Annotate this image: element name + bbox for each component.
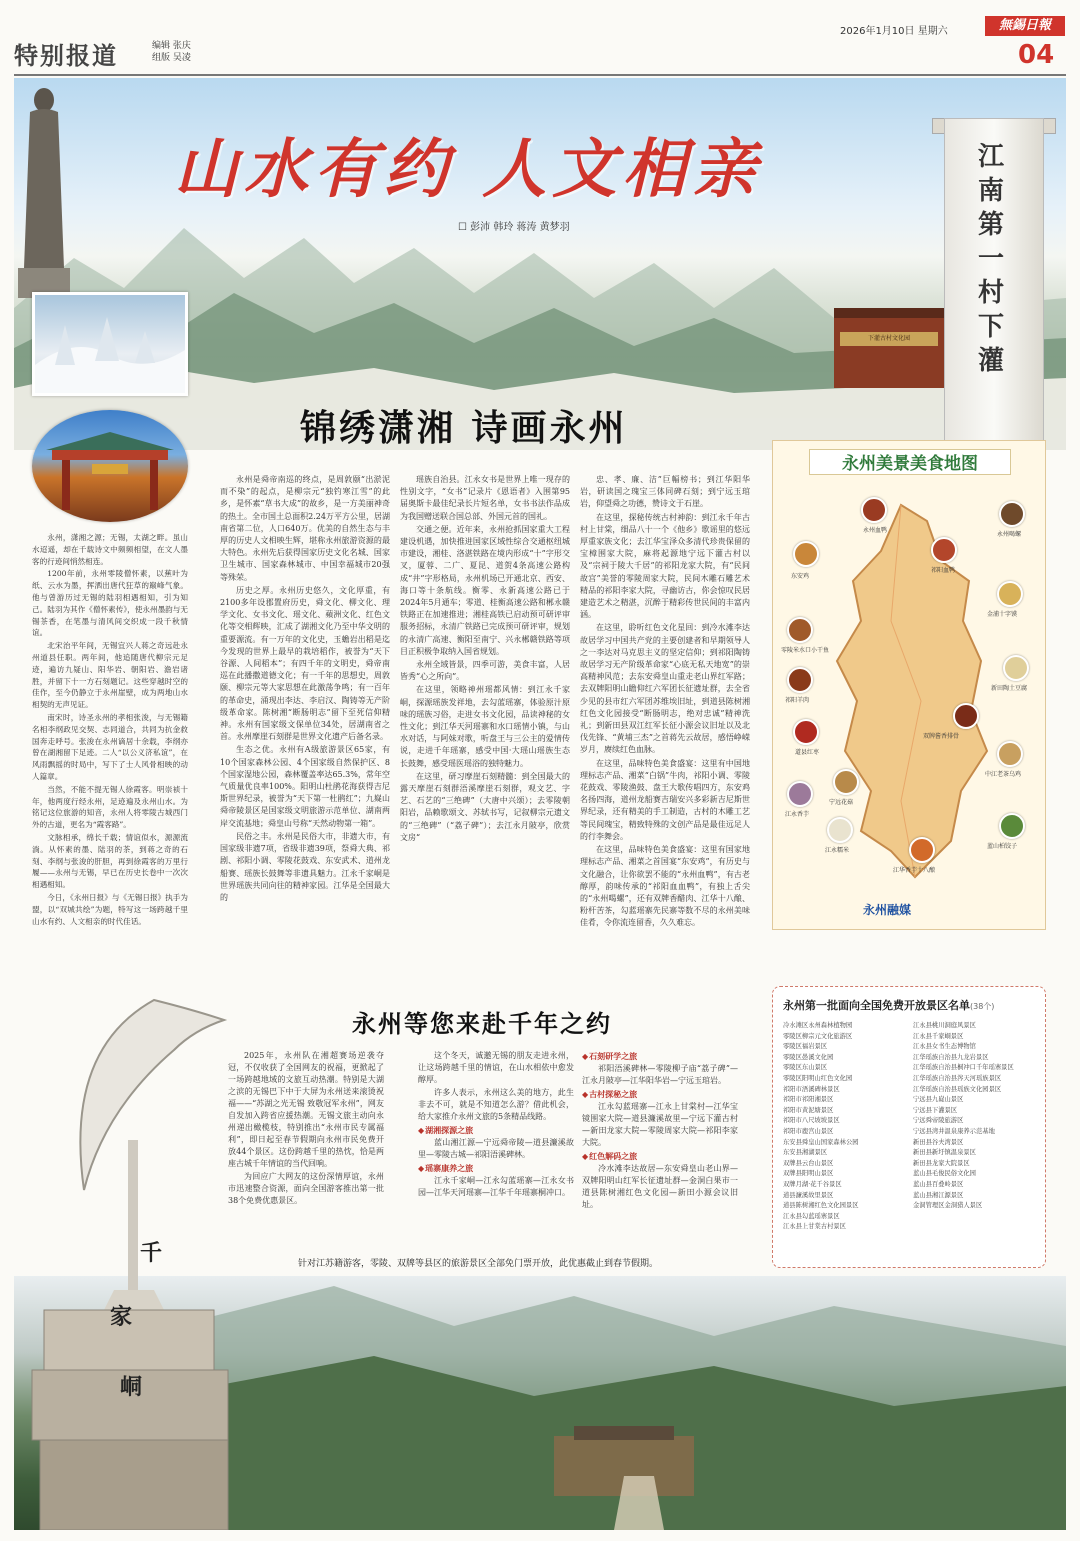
food-photo (931, 537, 957, 563)
scenic-spot-item: 零陵区愚溪文化园 (783, 1053, 834, 1061)
scenic-spot-item: 双牌县阳明山景区 (783, 1170, 834, 1178)
route-text: 江永千家峒—江永勾蓝瑶寨—江永女书园—江华天河瑶寨—江华千年瑶寨桐冲口。 (418, 1176, 574, 1197)
scenic-spot-item: 冷水滩区永州森林植物园 (783, 1022, 853, 1029)
food-photo (787, 781, 813, 807)
scenic-spot-item: 东安县舜皇山国家森林公园 (783, 1138, 859, 1146)
food-photo (999, 501, 1025, 527)
route-text: 江永勾蓝瑶寨—江永上甘棠村—江华宝镜围家大院—道县濂溪故里—宁远下灌古村—新田龙家大院—零陵周家大院—祁阳李家大院。 (582, 1102, 738, 1147)
food-label: 江永香芋 (785, 811, 810, 818)
scenic-spot-item: 江永县女书生态博物馆 (913, 1043, 976, 1051)
food-photo (793, 719, 819, 745)
scenic-spot-item: 江永县千家峒景区 (913, 1032, 964, 1040)
food-label: 道县红枣 (795, 749, 820, 756)
food-label: 蓝山柏饺子 (987, 843, 1018, 850)
ancient-village-building (834, 308, 944, 388)
route-title: ◆ 石刻研学之旅 (582, 1050, 738, 1062)
food-photo (787, 617, 813, 643)
section-title: 特别报道 (14, 42, 118, 70)
food-label: 新田陶土豆腐 (991, 685, 1028, 692)
scenic-spot-item: 新田县龙家大院景区 (913, 1159, 970, 1167)
food-photo (999, 813, 1025, 839)
stone-inscription-char: 千 (140, 1240, 163, 1266)
scenic-spot-item: 祁阳市鹿宫山景区 (783, 1127, 834, 1135)
article-paragraph: 在这里，领略神州瑶都风情：到江永千家峒，探源瑶族发祥地，去勾蓝瑶寨，体验原汁原味的瑶族习俗，走进女书文化园，品读神秘的女性文化；到江华天河瑶寨和水口瑶情小镇，与山水对话，与阿妹对歌，听盘王与三公主的爱情传说，走进千年瑶寨，感受中国·大瑶山瑶族生态长鼓舞，感受瑶医瑶浴的独特魅力。 (400, 685, 570, 768)
article-paragraph: 永州是舜帝南巡的终点，是周敦颐“出淤泥而不染”的起点，是柳宗元“独钓寒江雪”的此乡，是怀素“草书大成”的故乡，是一方美丽神奇的热土。全市国土总面积2.24万平方公里，居湖南省第二位，人口640万。优美的自然生态与丰厚的历史人文相映生辉，堪称永州旅游资源的最大特色。永州先后获得国家历史文化名城、国家卫生城市、国家森林城市、中国幸福城市20强等殊荣。 (220, 475, 390, 582)
scenic-spot-item: 江华瑶族自治县涔天河瑶族景区 (913, 1074, 1002, 1082)
route-text: 蓝山湘江源—宁远舜帝陵—道县濂溪故里—零陵古城—祁阳浯溪碑林。 (418, 1138, 574, 1159)
food-label: 东安鸡 (791, 573, 810, 580)
stone-crescent-sculpture (24, 990, 244, 1530)
story2-paragraph: 许多人表示，永州这么美的地方，此生非去不可，就是不知道怎么游？借此机会，给大家推介永州文旅的5条精品线路。 (418, 1088, 574, 1121)
story2-paragraph: 为回应广大网友的这份深情厚谊，永州市迅速整合资源，面向全国游客推出第一批38个免费优惠景区。 (228, 1172, 384, 1205)
scenic-spot-item: 江华瑶族自治县瑶族文化园景区 (913, 1085, 1002, 1093)
food-photo (1003, 655, 1029, 681)
scenic-spot-item: 江永县勾蓝瑶寨景区 (783, 1212, 840, 1220)
food-photo (861, 497, 887, 523)
food-label: 中江老茶乌鸡 (985, 771, 1022, 778)
route-title: ◆ 古村探秘之旅 (582, 1088, 738, 1100)
food-label: 永州血鸭 (863, 527, 888, 534)
page-number: 04 (1018, 40, 1055, 70)
food-label: 双牌酱香排骨 (923, 733, 960, 740)
route-title: ◆ 瑶寨康养之旅 (418, 1162, 574, 1174)
article-paragraph: 在这里，研习摩崖石刻精髓：到全国最大的露天摩崖石刻群浯溪摩崖石刻群，观文艺、字艺、石艺的“三绝碑”（大唐中兴颂）；去零陵朝阳岩，品赖歌颂文、苏轼书写，记叙柳宗元遗文的“三绝碑”（“荔子碑”）；去江永月陂亭，欣赏文房“ (400, 771, 570, 842)
scenic-spot-item: 江永县桃川洞庭风景区 (913, 1022, 976, 1029)
route-title: ◆ 红色解码之旅 (582, 1150, 738, 1162)
scenic-spot-item: 零陵区柳宗元文化旅游区 (783, 1032, 853, 1040)
scenic-spot-item: 零陵区东山景区 (783, 1064, 828, 1072)
paifang-gate-photo (32, 410, 188, 522)
scenic-spot-item: 祁阳市浯溪碑林景区 (783, 1085, 840, 1093)
intro-paragraph: 永州，潇湘之源；无锡，太湖之畔。虽山水迢遥，却在千载诗文中频频相望，在文人墨客的行迹间悄然相连。 (32, 533, 188, 566)
scenic-spot-item: 道县濂溪故里景区 (783, 1191, 834, 1199)
snow-trees (35, 295, 185, 393)
discount-footnote: 针对江苏籍游客，零陵、双牌等县区的旅游景区全部免门票开放，此优惠截止到春节假期。 (298, 1259, 659, 1269)
scenic-list-right (913, 1021, 1037, 1212)
article-paragraph: 历史之厚。永州历史悠久，文化厚重，有2100多年设郡置府历史，舜文化、柳文化、理学文化、女书文化、瑶文化、蘋洲文化、红色文化等交相辉映，汇成了湖湘文化乃至中华文明的重要源流。有一万年的文化史，玉蟾岩出稻是迄今发现的世界上最早的栽培稻作，被誉为“天下谷源、人间稻本”；有四千年的文明史，舜帝南巡在此播撒道德文化；有一千年的思想史，周敦颐、柳宗元等大家思想在此激荡争鸣；有一百年的革命史，涌现出李达、李启汉、陶铸等无产阶级革命家。陈树湘“断肠明志”留下至死信仰精神。永州有国家级文保单位34处，居湖南省之首。永州摩崖石刻群是世界文化遗产后备名录。 (220, 585, 390, 742)
article-column-3 (580, 474, 750, 962)
layout-line: 组版 吴凌 (152, 53, 191, 63)
scenic-list-heading: 永州第一批面向全国免费开放景区名单 (783, 999, 970, 1012)
intro-column (32, 532, 188, 972)
article-paragraph: 在这里，品味特色美食盛宴：这里有中国地理标志产品、湘菜“白锅”牛肉，祁阳小调、零陵花鼓戏、零陵渔鼓、盘王大歌传唱四方，东安鸡名扬四海，道州龙船赛吉瑞安兴多彩新吉尼斯世界纪录，还有精美的手工制造，古村的木雕工艺等民间瑰宝，精致特殊的文创产品是最佳远足人的行李舞会。 (580, 758, 750, 841)
route-text: 冷水滩李达故居—东安舜皇山老山界—双牌阳明山红军长征遗址群—金洞白果市一道县陈树湘红色文化园—新田小源会议旧址。 (582, 1164, 738, 1209)
issue-date: 2026年1月10日 星期六 (840, 26, 948, 37)
yongzhou-map-outline (831, 501, 991, 881)
article-paragraph: 在这里，探秘传统古村神韵：到江永千年古村上甘棠，细品八十一个《他乡》歌谣里的悠远厚重家族文化；去江华宝泽众多清代珍贵保留的宝樟围家大院，麻将起源地宁远下灌古村以及“宗祠于陵大千居”的祁阳龙家大院，有“民间故宫”美誉的零陵周家大院，民间木雕石雕艺术精品的祁阳李家大院，寻幽访古，你会惊叹民居建造艺术之精湛，沉醉于精彩传世民间的丰富内涵。 (580, 512, 750, 620)
intro-paragraph: 今日，《永州日报》与《无锡日报》执手为盟，以“双城共绘”为题，特写这一场跨越千里山水有约、人文相亲的时代佳话。 (32, 892, 188, 926)
intro-paragraph: 文脉相承，绵长千载；情谊似水，源源流淌。从怀素的墨、陆羽的茶，到蒋之奇的石刻、李纲与张浚的肝胆，再到徐霞客的万里行履——永州与无锡，早已在历史长卷中一次次相遇相知。 (32, 832, 188, 890)
article-paragraph: 民俗之丰。永州是民俗大市，非遗大市，有国家级非遗7项，省级非遗39项，祭舜大典、祁剧、祁阳小调、零陵花鼓戏、东安武术、道州龙船赛、瑶族长鼓舞等非遗具魅力。江永千家峒是世界瑶族共同向往的精神家园。江华是全国最大的 (220, 831, 390, 902)
food-photo (909, 837, 935, 863)
editor-line: 编辑 张庆 (152, 41, 191, 51)
scenic-spot-item: 双牌月湖·花千谷景区 (783, 1180, 842, 1188)
food-photo (997, 741, 1023, 767)
food-label: 零陵米水口小干鱼 (781, 647, 830, 654)
food-label: 金浦十字馍 (987, 611, 1018, 618)
intro-paragraph: 当然，不能不提无锡人徐霞客。明崇祯十年，他两度行经永州，足迹遍及永州山水。为铭记这位旅游的知音，永州人将零陵古城西门外的古道，更名为“霞客路”。 (32, 784, 188, 830)
story2-paragraph: 这个冬天，诚邀无锡的朋友走进永州，让这场跨越千里的情谊，在山水相依中愈发醇厚。 (418, 1051, 574, 1084)
hero-title: 山水有约 人文相亲 (174, 132, 763, 207)
scenic-spot-item: 江华瑶族自治县九龙岩景区 (913, 1053, 989, 1061)
food-label: 永州喝螺 (997, 531, 1022, 538)
food-photo (787, 667, 813, 693)
article-paragraph: 生态之优。永州有A级旅游景区65家，有10个国家森林公园、4个国家级自然保护区、8个国家湿地公园，森林覆盖率达65.3%，常年空气质量优良率100%。阳明山杜鹃花海获得吉尼斯世界纪录，被誉为“天下第一杜鹃红”；九嶷山舜帝陵景区是国家级文明旅游示范单位、湖南两岸交流基地；舜皇山号称“天然动物第一箱”。 (220, 745, 390, 828)
scenic-list-left (783, 1021, 907, 1233)
article-paragraph: 忠、孝、廉、洁”巨幅榜书；到江华阳华岩，研读国之瑰宝三体同碑石刻；到宁远玉琯岩，仰望舜之功德，赞诗文于石崖。 (580, 475, 750, 509)
article-paragraph: 在这里，品味特色美食盛宴：这里有国家地理标志产品、湘菜之首国宴“东安鸡”，有历史与文化融合，让你欲罢不能的“永州血鸭”，有古老醇厚，韵味传承的“祁阳血血鸭”，有独上舌尖的“永州喝螺”，还有双牌香醋肉、江华十八酿、粉杆苦茶，勾蓝瑶寨先民寨等数不尽的永州美味佳肴，令你流连留香，久久难忘。 (580, 845, 750, 928)
stone-inscription-char: 峒 (120, 1374, 143, 1400)
main-headline: 锦绣潇湘 诗画永州 (300, 407, 628, 449)
scenic-spot-item: 新田县谷夫湾景区 (913, 1138, 964, 1146)
map-title: 永州美景美食地图 (842, 454, 978, 474)
food-photo (827, 817, 853, 843)
food-photo (833, 769, 859, 795)
scenic-spot-item: 蓝山县湘江源景区 (913, 1191, 964, 1199)
food-label: 祁阳血鸭 (931, 567, 956, 574)
food-photo (953, 703, 979, 729)
author-byline: ☐ 彭沛 韩玲 蒋涛 黄梦羽 (458, 222, 570, 233)
media-brand-logo: 永州融媒 (863, 903, 912, 917)
stone-inscription-char: 家 (110, 1304, 133, 1330)
scenic-list-title (783, 997, 994, 1013)
newspaper-logo: 無錫日報 (985, 16, 1065, 36)
scenic-spot-item: 双牌县云台山景区 (783, 1159, 834, 1167)
article-paragraph: 交通之便。近年来，永州抢抓国家重大工程建设机遇，加快推进国家区域性综合交通枢纽城市建设，湘桂、洛湛铁路在境内形成“十”字形交叉，厦蓉、二广、夏昆、道贺4条高速公路构成“井”字形格局，永州机场已开通北京、西安、海口等十条航线。衡零、永新高速公路已于2024年5月通车；零道、桂衡高速公路和郴永赣铁路正在加速推进；湘桂高铁已启动预可研评审服务招标，永清广铁路已完成预可研评审，规划的永清广高速、衡阳至南宁、兴永郴赣铁路等项目正积极争取纳入国省规划。 (400, 524, 570, 656)
statue-figure (14, 78, 74, 298)
scenic-spot-item: 道县陈树湘红色文化园景区 (783, 1202, 859, 1210)
editor-credits (152, 40, 191, 64)
scenic-spot-item: 宁远舜帝陵旅游区 (913, 1117, 964, 1125)
story2-column-2 (418, 1050, 574, 1246)
intro-paragraph: 北宋治平年间，无锡宜兴人蒋之奇远赴永州道县任职。两年间，他追随唐代柳宗元足迹，遍访九疑山、阳华岩、朝阳岩、澹岩诸胜，并留下十一方石刻题记。这些穿越时空的佳作，至今仍静立于永州崖壁，成为两地山水相契的无声见证。 (32, 641, 188, 710)
intro-paragraph: 南宋时，诗圣永州的孝相张浚，与无锡籍名相李纲政见交契、志同道合，共同为抗金救国奔走呼号。张浚在永州谪居十余载，李纲亦曾在湖湘留下足迹。二人“以公义济私谊”，在风雨飘摇的时局中，写下了士人风骨相映的动人篇章。 (32, 712, 188, 781)
scenic-spot-item: 宁远县湾井温泉康养示范基地 (913, 1127, 995, 1135)
scenic-spot-item: 江永县上甘棠古村景区 (783, 1223, 846, 1231)
route-title: ◆ 湖湘探源之旅 (418, 1124, 574, 1136)
scenic-spot-item: 东安县湘湖景区 (783, 1149, 828, 1157)
scenic-spot-item: 金洞管理区金洞猎人景区 (913, 1202, 983, 1210)
scenic-spot-item: 宁远县下灌景区 (913, 1106, 958, 1114)
scenic-spot-item: 新田县新圩镇温泉景区 (913, 1149, 976, 1157)
free-scenic-spots-box (772, 986, 1046, 1268)
pillar-inscription: 江南第一村 下灌 (977, 142, 1004, 376)
scenic-spot-item: 蓝山县百叠岭景区 (913, 1180, 964, 1188)
scenic-spot-item: 零陵区阳明山红色文化园 (783, 1074, 853, 1082)
header-rule (14, 74, 1066, 76)
food-label: 江华香芋十八酿 (893, 867, 936, 874)
scenic-spot-item: 零陵区福岩景区 (783, 1043, 828, 1051)
scenic-list-count: (38个) (970, 1002, 995, 1011)
scenic-spot-item: 祁阳市黄泥塘景区 (783, 1106, 834, 1114)
story2-column-1 (228, 1050, 384, 1246)
scenic-spot-item: 祁阳市祁阳湘景区 (783, 1096, 834, 1104)
route-text: 祁阳浯溪碑林—零陵柳子庙“荔子碑”—江永月陂亭—江华阳华岩—宁远玉琯岩。 (582, 1064, 738, 1085)
scenic-spot-item: 江华瑶族自治县桐冲口千年瑶寨景区 (913, 1064, 1014, 1072)
second-headline: 永州等您来赴千年之约 (352, 1009, 612, 1038)
masthead (0, 0, 1080, 76)
snow-landscape-photo (32, 292, 188, 396)
article-paragraph: 在这里，聆听红色文化星回：到冷水滩李达故居学习中国共产党的主要创建者和早期领导人之一李达对马克思主义的坚定信仰；到祁阳陶铸故居学习无产阶级革命家“心底无私天地宽”的崇高精神风范；去东安舜皇山重走老山界红军路；去双牌阳明山瞻仰红六军团长征遗址群，去全省少见的县市红六军团苏维埃旧址，到道县陈树湘红色文化园接受“断肠明志，绝对忠诚”精神洗礼；到新田县双江红军长征小源会议旧址以及北伐先锋、“黄埔三杰”之首蒋先云故居，感悟峥嵘岁月，赓续红色血脉。 (580, 623, 750, 755)
gate-illustration (32, 410, 188, 522)
scenic-spot-item: 宁远县九嶷山景区 (913, 1096, 964, 1104)
story2-column-3 (582, 1050, 738, 1246)
food-photo (793, 541, 819, 567)
article-column-2 (400, 474, 570, 962)
building-sign: 下灌古村文化园 (840, 332, 938, 346)
intro-paragraph: 1200年前，永州零陵僧怀素，以蕉叶为纸、云水为墨，挥洒出唐代狂草的巅峰气象。他与曾游历过无锡的陆羽相遇相知，引为知己。陆羽为其作《僧怀素传》，使永州墨韵与无锡茶香，在笔墨与清风间交织成一段千秋情谊。 (32, 569, 188, 638)
scenic-spot-item: 蓝山县毛俊民俗文化园 (913, 1170, 976, 1178)
food-photo (997, 581, 1023, 607)
food-label: 江永糯米 (825, 847, 850, 854)
scenic-spot-item: 祁阳市八尺坡坡景区 (783, 1117, 840, 1125)
food-label: 宁远花菇 (829, 799, 854, 806)
article-paragraph: 瑶族自治县。江永女书是世界上唯一现存的性别文字，“女书”记录片《恩语者》入围第95届奥斯卡最佳纪录长片短名单，女书书法作品成为我国赠送联合国总部、外国元首的国礼。 (400, 475, 570, 521)
article-paragraph: 永州全域皆景，四季可游，美食丰富，人居皆秀“心之所向”。 (400, 660, 570, 682)
food-label: 祁阳羊肉 (785, 697, 810, 704)
story2-paragraph: 2025年，永州队在湘超赛场逆袭夺冠，不仅收获了全国网友的祝福，更掀起了一场跨越地域的文旅互动热潮。特别是大湖之滨的无锡巴下中于大屏为永州送来滚烫祝福——“苏湖之光无锡 致敬冠军永州”，网友自发加入跨省应援热潮。无锡文旅主动向永州递出橄榄枝，特别推出“永州市民专属福利”，即日起至春节假期向永州市民免费开放44个景区。这份跨越千里的热忱，恰是两座古城千年情谊的当代回响。 (228, 1051, 384, 1168)
food-map-panel (772, 440, 1046, 930)
article-column-1 (220, 474, 390, 962)
